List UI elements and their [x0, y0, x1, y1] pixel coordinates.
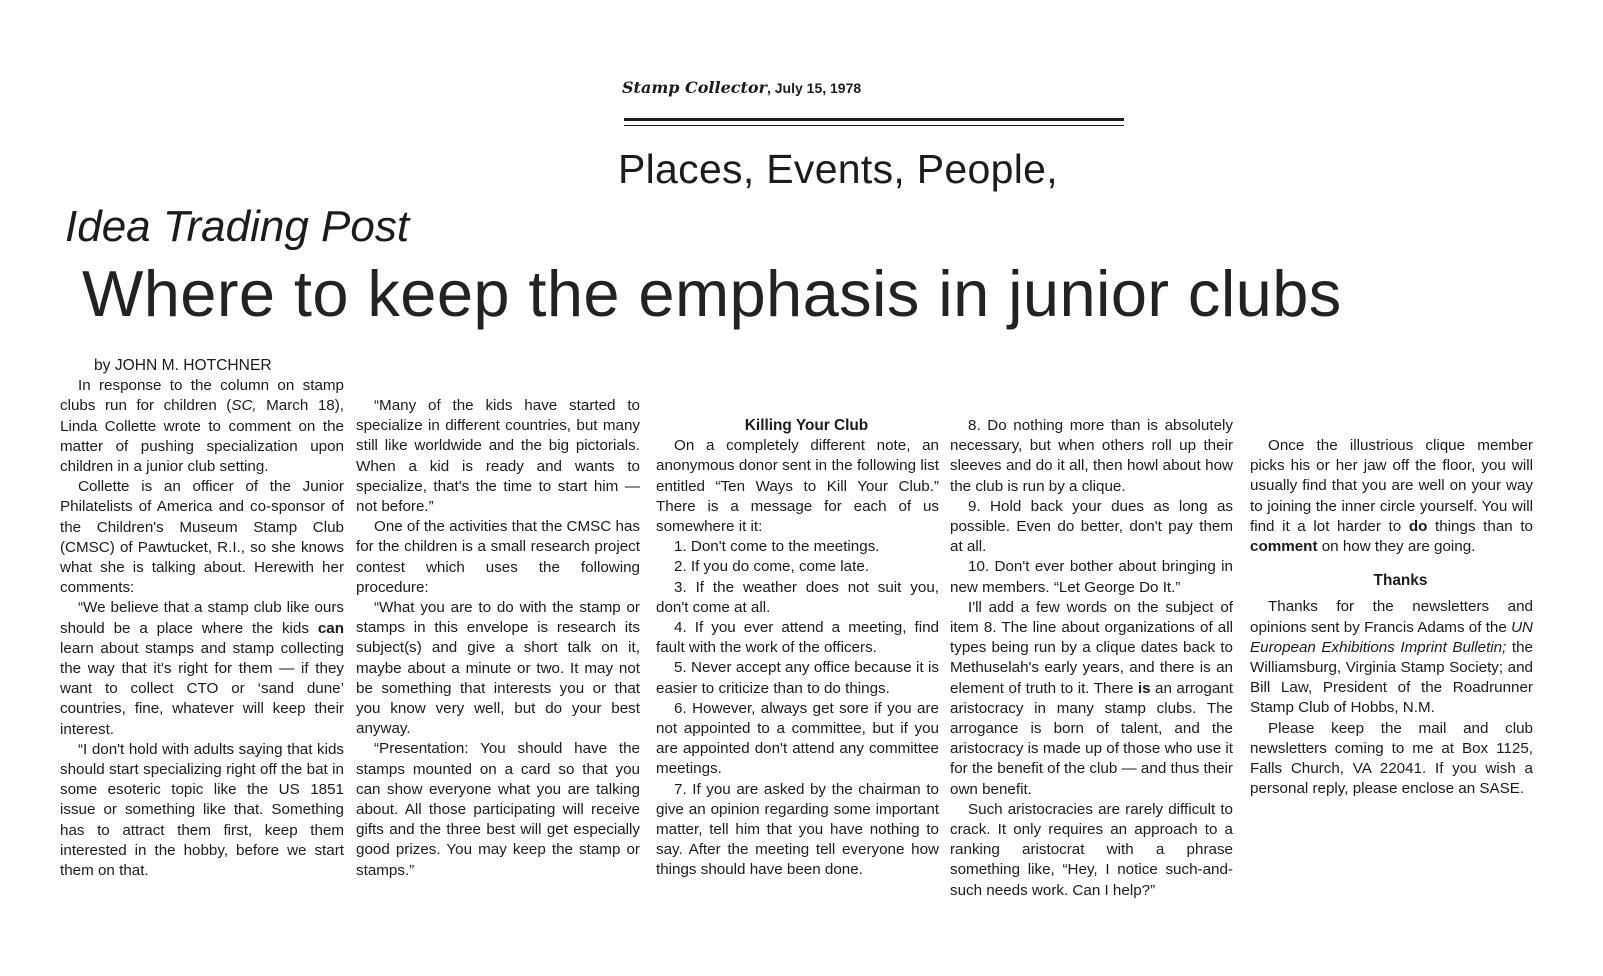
list-item: 10. Don't ever bother about bringing in new members. “Let George Do It.”	[950, 558, 1233, 596]
article-column-4	[950, 356, 1233, 901]
paragraph: Collette is an officer of the Junior Philatelists of America and co-sponsor of the Children's Museum Stamp Club (CMSC) of Pawtucket, R.I., so she knows what she is talking about. Herewith her comments:	[60, 478, 344, 597]
paragraph: I'll add a few words on the subject of item 8. The line about organizations of all types being run by a clique dates back to Methuselah's early years, and there is an element of truth to it. There is an arrogant aristocracy in many stamp clubs. The arrogance is born of talent, and the aristocracy is made up of those who use it for the benefit of the club — and thus their own benefit.	[950, 598, 1233, 798]
paragraph: “Many of the kids have started to specialize in different countries, but many still like worldwide and the big pictorials. When a kid is ready and wants to specialize, that's the time to start him — not before.”	[356, 397, 640, 516]
masthead	[622, 78, 861, 97]
list-item: 2. If you do come, come late.	[674, 558, 870, 576]
list-item: 5. Never accept any office because it is easier to criticize than to do things.	[656, 659, 939, 697]
list-item: 1. Don't come to the meetings.	[674, 538, 880, 556]
paragraph: Thanks for the newsletters and opinions sent by Francis Adams of the UN European Exhibitions Imprint Bulletin; the Williamsburg, Virginia Stamp Society; and Bill Law, President of the Roadrunner Stamp Club of Hobbs, N.M.	[1250, 598, 1534, 717]
byline: by JOHN M. HOTCHNER	[94, 357, 272, 374]
article-column-1	[60, 356, 344, 881]
list-item: 6. However, always get sore if you are not appointed to a committee, but if you are appointed don't attend any committee meetings.	[656, 699, 939, 778]
publication-name: Stamp Collector	[622, 78, 767, 97]
issue-date: , July 15, 1978	[766, 80, 862, 96]
paragraph: “I don't hold with adults saying that kids should start specializing right off the bat in some esoteric topic like the US 1851 issue or something like that. Something has to attract them first, keep them interested in the hobby, before we start them on that.	[60, 740, 344, 880]
paragraph: On a completely different note, an anonymous donor sent in the following list entitled “Ten Ways to Kill Your Club.” There is a message for each of us somewhere it it:	[656, 437, 939, 536]
article-column-5	[1250, 356, 1533, 799]
paragraph: Such aristocracies are rarely difficult to crack. It only requires an approach to a ranking aristocrat with a phrase something like, “Hey, I notice such-and-such needs work. Can I help?”	[950, 800, 1233, 899]
column-kicker: Idea Trading Post	[65, 202, 410, 251]
paragraph: “What you are to do with the stamp or stamps in this envelope is research its subject(s) and give a short talk on it, maybe about a minute or two. It may not be something that interests you or that you know very well, but do your best anyway.	[356, 599, 640, 738]
masthead-rule-thick	[624, 118, 1124, 121]
list-item: 4. If you ever attend a meeting, find fault with the work of the officers.	[656, 619, 939, 657]
paragraph: Once the illustrious clique member picks his or her jaw off the floor, you will usually find that you are well on your way to joining the inner circle yourself. You will find it a lot harder to do things than to comment on how they are going.	[1250, 437, 1533, 556]
paragraph: “We believe that a stamp club like ours should be a place where the kids can learn about stamps and stamp collecting the way that it's right for them — if they want to collect CTO or ‘sand dune’ countries, fine, whatever will keep their interest.	[60, 599, 344, 738]
list-item: 8. Do nothing more than is absolutely necessary, but when others roll up their sleeves and do it all, then howl about how the club is run by a clique.	[950, 417, 1233, 495]
article-column-3	[656, 356, 939, 881]
list-item: 9. Hold back your dues as long as possible. Even do better, don't pay them at all.	[950, 497, 1233, 556]
list-item: 7. If you are asked by the chairman to give an opinion regarding some important matter, tell him that you have nothing to say. After the meeting tell everyone how things should have been done.	[656, 780, 939, 879]
paragraph: “Presentation: You should have the stamps mounted on a card so that you can show everyone what you are talking about. All those participating will receive gifts and the three best will get especially good prizes. You may keep the stamp or stamps.”	[356, 740, 640, 879]
subhead-killing-your-club: Killing Your Club	[744, 417, 869, 434]
paragraph: In response to the column on stamp clubs run for children (SC, March 18), Linda Collette wrote to comment on the matter of pushing specialization upon children in a junior club setting.	[60, 377, 344, 476]
paragraph: One of the activities that the CMSC has for the children is a small research project contest which uses the following procedure:	[356, 518, 640, 596]
subhead-thanks: Thanks	[1373, 572, 1428, 590]
section-title: Places, Events, People,	[618, 146, 1058, 192]
paragraph: Please keep the mail and club newsletters coming to me at Box 1125, Falls Church, VA 22041. If you wish a personal reply, please enclose an SASE.	[1250, 719, 1533, 798]
masthead-rule-thin	[624, 125, 1124, 126]
headline: Where to keep the emphasis in junior clubs	[82, 257, 1342, 330]
list-item: 3. If the weather does not suit you, don't come at all.	[656, 578, 939, 616]
article-column-2	[356, 356, 640, 881]
